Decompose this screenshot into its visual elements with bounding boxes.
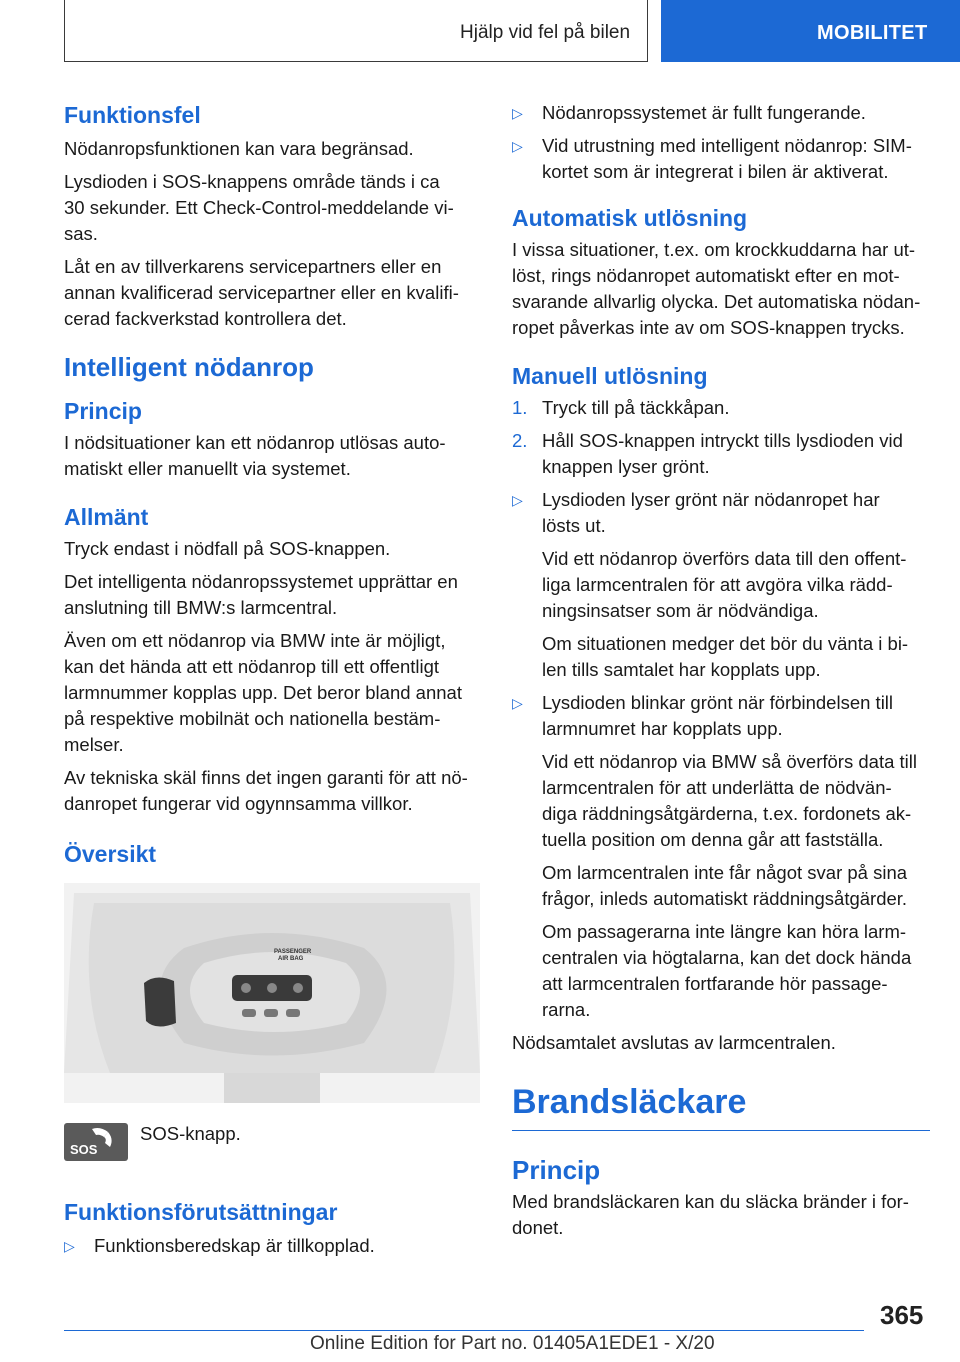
paragraph-line: I nödsituationer kan ett nödanrop utlösas auto- <box>64 432 446 453</box>
result-line: att larmcentralen fortfarande hör passage- <box>542 973 888 994</box>
right-column <box>512 100 930 1241</box>
footer-edition: Online Edition for Part no. 01405A1EDE1 - X/20 <box>310 1333 715 1354</box>
paragraph-line: annan kvalificerad servicepartner eller en kvalifi- <box>64 282 459 303</box>
paragraph: Nödanropsfunktionen kan vara begränsad. <box>64 138 414 159</box>
caption: SOS-knapp. <box>140 1123 241 1144</box>
result-line: Om larmcentralen inte får något svar på sina <box>542 862 908 883</box>
result-line: liga larmcentralen för att avgöra vilka rädd- <box>542 574 893 595</box>
page-number: 365 <box>880 1300 924 1330</box>
list-item-text: Nödanropssystemet är fullt fungerande. <box>542 102 866 123</box>
passenger-airbag-label: PASSENGER <box>274 949 312 955</box>
heading-intelligent-nodanrop: Intelligent nödanrop <box>64 352 314 382</box>
result-line: Vid ett nödanrop via BMW så överförs data till <box>542 751 917 772</box>
paragraph: Nödsamtalet avslutas av larmcentralen. <box>512 1032 836 1053</box>
header-chapter-tab <box>661 0 960 62</box>
result-line: Lysdioden blinkar grönt när förbindelsen till <box>542 692 894 713</box>
paragraph-line: sas. <box>64 223 98 244</box>
overhead-console-photo <box>64 883 480 1103</box>
heading-funktionsfel: Funktionsfel <box>64 102 201 128</box>
result-line: lösts ut. <box>542 515 606 536</box>
triangle-bullet-icon: ▷ <box>512 105 523 121</box>
paragraph-line: matiskt eller manuellt via systemet. <box>64 458 351 479</box>
header-section-title: Hjälp vid fel på bilen <box>460 22 631 43</box>
heading-brandslackare: Brandsläckare <box>512 1080 930 1131</box>
step-item <box>512 395 930 421</box>
result-item <box>512 690 930 1023</box>
step-line: Håll SOS-knappen intryckt tills lysdioden vid <box>542 430 903 451</box>
sos-icon-text: SOS <box>70 1142 98 1157</box>
heading-allmant: Allmänt <box>64 504 149 530</box>
step-number: 2. <box>512 430 528 451</box>
paragraph-line: på respektive mobilnät och nationella bestäm- <box>64 708 441 729</box>
result-line: Lysdioden lyser grönt när nödanropet har <box>542 489 880 510</box>
result-item <box>512 487 930 683</box>
airbag-label: AIR BAG <box>278 956 304 962</box>
paragraph-line: I vissa situationer, t.ex. om krockkuddarna har ut- <box>512 239 916 260</box>
heading-manuell-utlosning: Manuell utlösning <box>512 363 708 389</box>
result-line: rarna. <box>542 999 591 1020</box>
paragraph-line: danropet fungerar vid ogynnsamma villkor. <box>64 793 413 814</box>
paragraph-line: Även om ett nödanrop via BMW inte är möjligt, <box>64 630 446 651</box>
sos-button-icon <box>64 1123 128 1161</box>
paragraph-line: Det intelligenta nödanropssystemet upprättar en <box>64 571 458 592</box>
list-item <box>64 1233 482 1259</box>
list-item <box>512 133 930 185</box>
result-line: centralen via högtalarna, kan det dock hända <box>542 947 912 968</box>
result-line: larmnumret har kopplats upp. <box>542 718 783 739</box>
step-number: 1. <box>512 397 528 418</box>
result-line: tuella position om denna går att fastställa. <box>542 829 884 850</box>
heading-oversikt: Översikt <box>64 841 157 867</box>
result-line: diga räddningsåtgärderna, t.ex. fordonets ak- <box>542 803 912 824</box>
result-line: Om passagerarna inte längre kan höra larm- <box>542 921 907 942</box>
overhead-console-illustration <box>64 883 480 1103</box>
step-line: knappen lyser grönt. <box>542 456 710 477</box>
result-line: Vid ett nödanrop överförs data till den offent- <box>542 548 907 569</box>
paragraph-line: Låt en av tillverkarens servicepartners eller en <box>64 256 442 277</box>
paragraph-line: 30 sekunder. Ett Check-Control-meddelande vi- <box>64 197 454 218</box>
result-line: ningsinsatser som är nödvändiga. <box>542 600 819 621</box>
paragraph-line: ropet påverkas inte av om SOS-knappen trycks. <box>512 317 905 338</box>
result-line: len tills samtalet har kopplats upp. <box>542 659 821 680</box>
heading-princip: Princip <box>64 398 142 424</box>
result-line: Om situationen medger det bör du vänta i bi- <box>542 633 909 654</box>
paragraph-line: melser. <box>64 734 124 755</box>
paragraph-line: anslutning till BMW:s larmcentral. <box>64 597 338 618</box>
sos-caption-row <box>64 1123 482 1161</box>
paragraph-line: donet. <box>512 1217 564 1238</box>
footer-divider <box>64 1330 864 1331</box>
triangle-bullet-icon: ▷ <box>512 138 523 154</box>
list-item <box>512 100 930 126</box>
heading-funktionsforutsattningar: Funktionsförutsättningar <box>64 1199 338 1225</box>
paragraph-line: svarande allvarlig olycka. Det automatiska nödan- <box>512 291 921 312</box>
paragraph: Tryck endast i nödfall på SOS-knappen. <box>64 538 391 559</box>
left-column <box>64 100 482 1259</box>
triangle-bullet-icon: ▷ <box>64 1238 75 1254</box>
triangle-bullet-icon: ▷ <box>512 695 523 711</box>
paragraph-line: cerad fackverkstad kontrollera det. <box>64 308 347 329</box>
step-item <box>512 428 930 480</box>
result-line: larmcentralen för att underlätta de nödvän- <box>542 777 892 798</box>
list-item-text: Funktionsberedskap är tillkopplad. <box>94 1235 375 1256</box>
list-item-line: kortet som är integrerat i bilen är aktiverat. <box>542 161 889 182</box>
list-item-line: Vid utrustning med intelligent nödanrop: SIM- <box>542 135 912 156</box>
heading-princip-brand: Princip <box>512 1155 601 1185</box>
paragraph-line: Med brandsläckaren kan du släcka bränder i for- <box>512 1191 909 1212</box>
paragraph-line: kan det hända att ett nödanrop till ett offentligt <box>64 656 440 677</box>
paragraph-line: Av tekniska skäl finns det ingen garanti för att nö- <box>64 767 468 788</box>
paragraph-line: larmnummer kopplas upp. Det beror bland annat <box>64 682 462 703</box>
result-line: frågor, inleds automatiskt räddningsåtgärder. <box>542 888 908 909</box>
paragraph-line: Lysdioden i SOS-knappens område tänds i ca <box>64 171 440 192</box>
header-chapter-title: MOBILITET <box>817 22 928 44</box>
heading-automatisk-utlosning: Automatisk utlösning <box>512 205 748 231</box>
triangle-bullet-icon: ▷ <box>512 492 523 508</box>
paragraph-line: löst, rings nödanropet automatiskt efter en mot- <box>512 265 900 286</box>
step-text: Tryck till på täckkåpan. <box>542 397 730 418</box>
